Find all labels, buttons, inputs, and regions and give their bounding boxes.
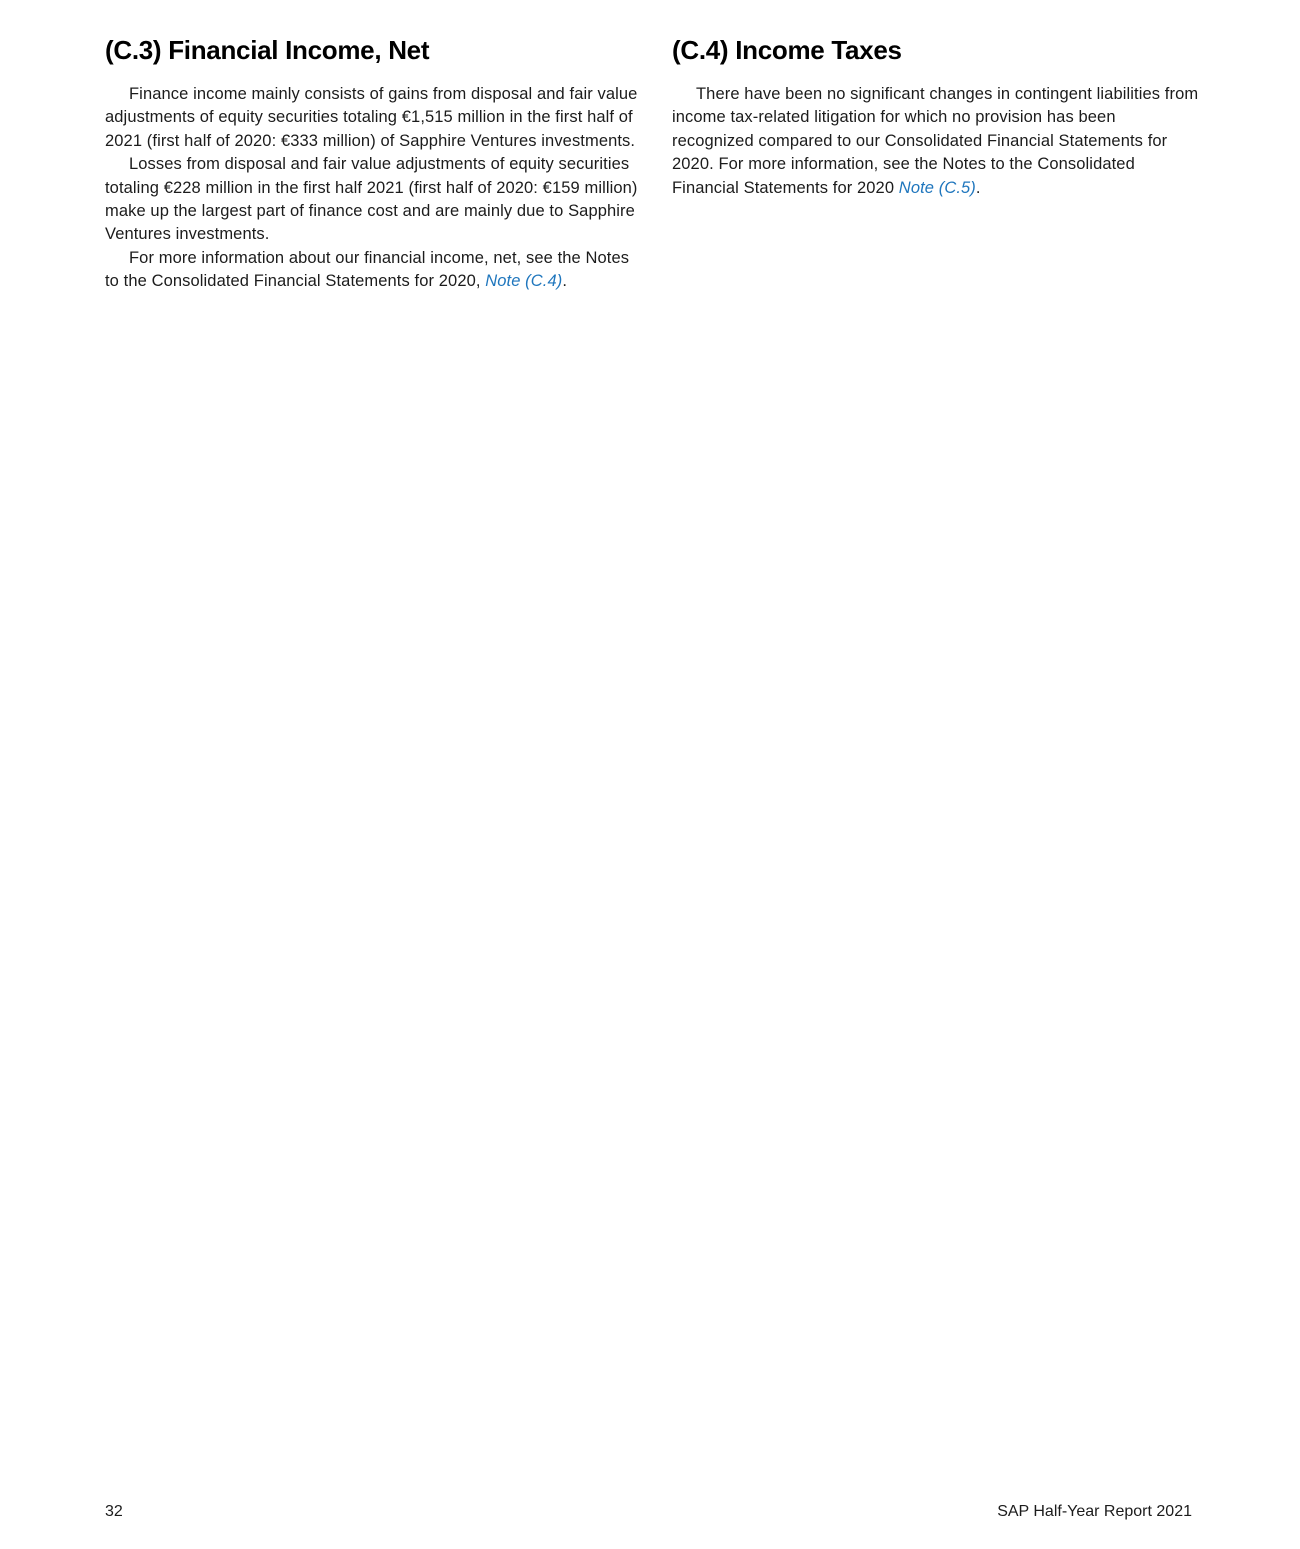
paragraph-more-information-c4 (105, 247, 647, 294)
note-c4-link[interactable]: Note (C.4) (485, 272, 563, 291)
paragraph-income-taxes (672, 83, 1200, 200)
paragraph-text: For more information about our financial income, net, see the Notes to the Consolidated Financial Statements for 2020, (105, 248, 630, 291)
paragraph-finance-losses: Losses from disposal and fair value adjustments of equity securities totaling €228 million in the first half 2021 (first half of 2020: €159 million) make up the largest part of finance cost and are mainly due to Sapphire Ventures investments. (105, 155, 638, 244)
section-financial-income-net (105, 36, 647, 294)
heading-financial-income-net: (C.3) Financial Income, Net (105, 35, 430, 65)
sentence-period: . (562, 272, 568, 291)
heading-income-taxes: (C.4) Income Taxes (672, 35, 902, 65)
page-number: 32 (105, 1502, 123, 1520)
section-income-taxes (672, 36, 1200, 294)
two-column-layout (105, 36, 1200, 294)
sentence-period: . (975, 178, 981, 197)
paragraph-text: There have been no significant changes in contingent liabilities from income tax-related litigation for which no provision has been recognized compared to our Consolidated Financial Statements for 2020. For more information, see the Notes to the Consolidated Financial Statements for 2020 (672, 84, 1199, 197)
report-title: SAP Half-Year Report 2021 (997, 1502, 1192, 1520)
page-footer (105, 1502, 1192, 1521)
note-c5-link[interactable]: Note (C.5) (898, 178, 976, 197)
paragraph-finance-income: Finance income mainly consists of gains from disposal and fair value adjustments of equity securities totaling €1,515 million in the first half of 2021 (first half of 2020: €333 million) of Sapphire Ventures investments. (105, 84, 638, 150)
